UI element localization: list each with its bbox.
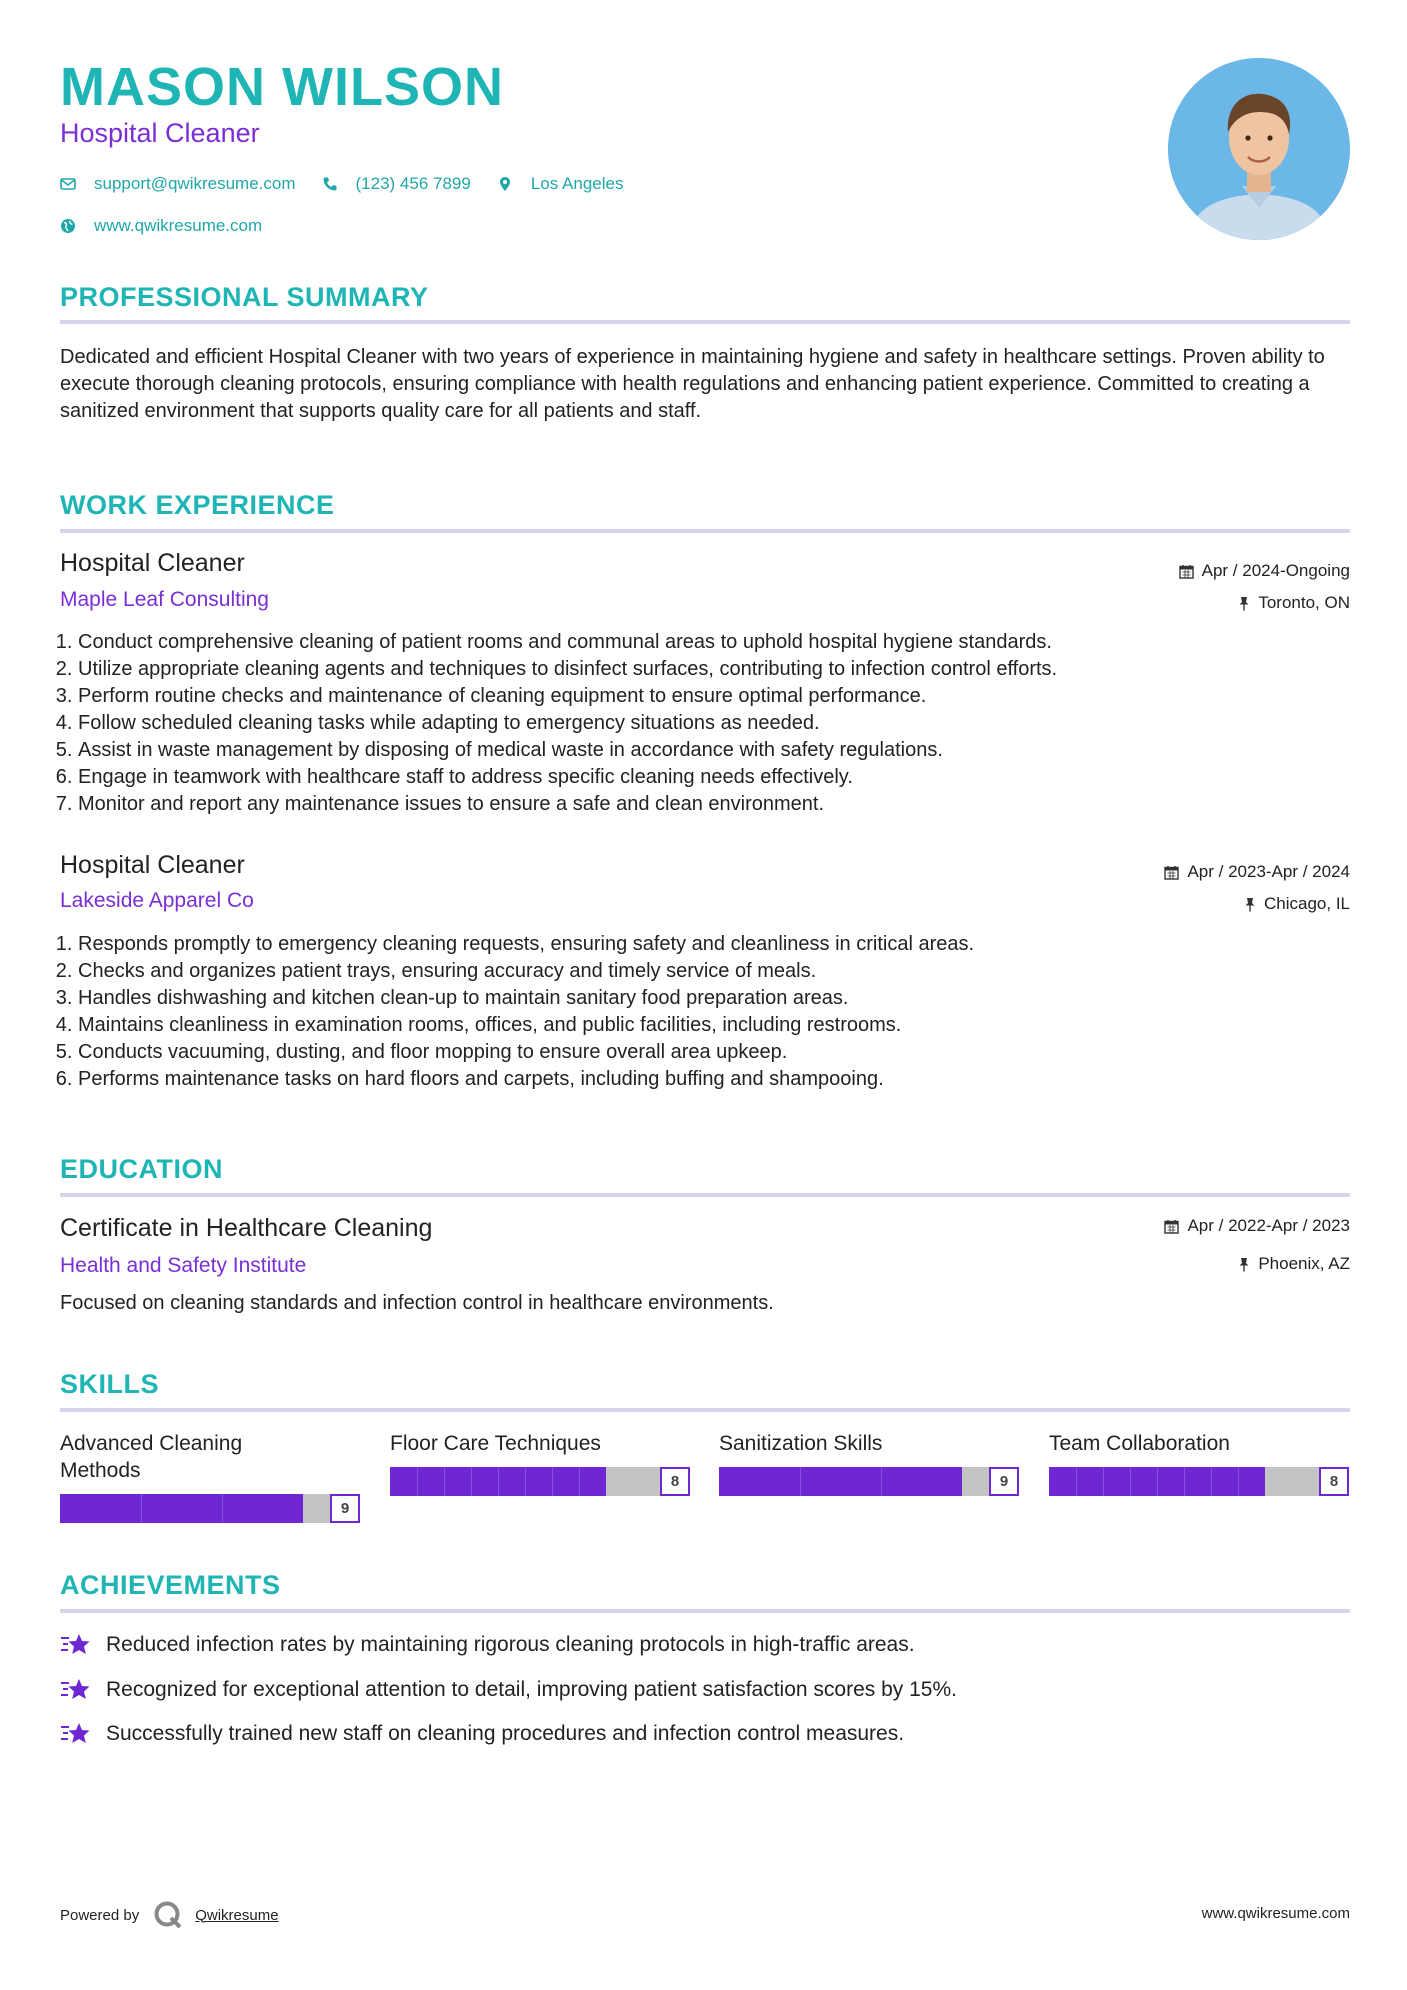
envelope-icon (60, 176, 76, 192)
email-contact[interactable] (60, 174, 296, 194)
section-divider (60, 1609, 1350, 1613)
skill-bar-segment (498, 1467, 499, 1496)
skill-bar-segment (881, 1467, 882, 1496)
skills-heading: SKILLS (60, 1369, 160, 1399)
skill-bar-segment (1157, 1467, 1158, 1496)
star-icon (60, 1677, 92, 1703)
job-location (1244, 894, 1350, 914)
duty-item: 5. Assist in waste management by disposing of medical waste in accordance with safety regulations. (78, 737, 1368, 764)
candidate-name: MASON WILSON (60, 57, 504, 117)
skill-bar-segment (1238, 1467, 1239, 1496)
education-school: Health and Safety Institute (60, 1254, 307, 1277)
summary-text: Dedicated and efficient Hospital Cleaner with two years of experience in maintaining hygiene and safety in healthcare settings. Proven ability to execute thorough cleaning protocols, ensuring compliance with health regulations and enhancing patient experience. Committed to creating a sanitized environment that supports quality care for all patients and staff. (60, 346, 1325, 422)
duty-item: 4. Maintains cleanliness in examination rooms, offices, and public facilities, including restrooms. (78, 1012, 1368, 1039)
pushpin-icon (1238, 596, 1250, 611)
skill-bar (390, 1467, 690, 1496)
education-description: Focused on cleaning standards and infection control in healthcare environments. (60, 1292, 774, 1314)
section-divider (60, 1408, 1350, 1412)
skill-bar-segment (417, 1467, 418, 1496)
skill-bar-segment (444, 1467, 445, 1496)
education-location (1238, 1254, 1350, 1274)
duty-item: 5. Conducts vacuuming, dusting, and floor mopping to ensure overall area upkeep. (78, 1039, 1368, 1066)
achievement-item (60, 1632, 915, 1658)
skill-item (390, 1430, 690, 1490)
phone-icon (322, 176, 338, 192)
skill-item (1049, 1430, 1349, 1490)
skill-bar (719, 1467, 1019, 1496)
footer-powered-by (60, 1900, 279, 1930)
skill-score: 9 (330, 1494, 360, 1523)
skill-name: Advanced Cleaning Methods (60, 1432, 243, 1482)
experience-heading: WORK EXPERIENCE (60, 490, 335, 520)
job-title: Hospital Cleaner (60, 549, 245, 577)
skill-bar-segment (222, 1494, 223, 1523)
qwikresume-link[interactable]: Qwikresume (195, 1906, 279, 1924)
star-icon (60, 1721, 92, 1747)
duty-item: 3. Handles dishwashing and kitchen clean-up to maintain sanitary food preparation areas. (78, 985, 1368, 1012)
skill-bar-segment (579, 1467, 580, 1496)
calendar-icon (1179, 564, 1194, 579)
job-title: Hospital Cleaner (60, 851, 245, 879)
pushpin-icon (1244, 897, 1256, 912)
section-divider (60, 320, 1350, 324)
skill-item (719, 1430, 1019, 1490)
skill-bar-segment (1130, 1467, 1131, 1496)
duty-item: 4. Follow scheduled cleaning tasks while adapting to emergency situations as needed. (78, 710, 1368, 737)
powered-by-label: Powered by (60, 1906, 140, 1924)
pushpin-icon (1238, 1257, 1250, 1272)
skill-bar-segment (525, 1467, 526, 1496)
achievements-heading: ACHIEVEMENTS (60, 1570, 281, 1600)
job-company: Lakeside Apparel Co (60, 889, 254, 912)
duty-item: 1. Responds promptly to emergency cleaning requests, ensuring safety and cleanliness in critical areas. (78, 931, 1368, 958)
achievement-text: Successfully trained new staff on cleaning procedures and infection control measures. (106, 1722, 905, 1745)
skill-bar (60, 1494, 360, 1523)
duty-item: 7. Monitor and report any maintenance issues to ensure a safe and clean environment. (78, 791, 1368, 818)
job-date-text: Apr / 2024-Ongoing (1201, 561, 1350, 580)
education-heading: EDUCATION (60, 1154, 223, 1184)
education-degree: Certificate in Healthcare Cleaning (60, 1214, 433, 1242)
skill-bar-segment (1184, 1467, 1185, 1496)
phone-text: (123) 456 7899 (355, 174, 471, 193)
globe-icon (60, 218, 76, 234)
job-location-text: Toronto, ON (1258, 593, 1350, 612)
star-icon (60, 1632, 92, 1658)
skill-bar-segment (141, 1494, 142, 1523)
duty-item: 3. Perform routine checks and maintenance of cleaning equipment to ensure optimal performance. (78, 683, 1368, 710)
achievement-item (60, 1677, 957, 1703)
footer-website[interactable]: www.qwikresume.com (1201, 1905, 1350, 1922)
education-date (1164, 1216, 1350, 1236)
achievement-text: Recognized for exceptional attention to detail, improving patient satisfaction scores by 15%. (106, 1678, 957, 1701)
website-row (60, 216, 288, 236)
skill-bar-fill (719, 1467, 962, 1496)
skill-bar-segment (552, 1467, 553, 1496)
skill-bar-segment (471, 1467, 472, 1496)
section-divider (60, 529, 1350, 533)
qwikresume-logo-icon (153, 1900, 183, 1930)
job-date (1179, 561, 1350, 581)
duty-item: 6. Engage in teamwork with healthcare staff to address specific cleaning needs effectively. (78, 764, 1368, 791)
skill-name: Floor Care Techniques (390, 1432, 601, 1455)
skill-bar (1049, 1467, 1349, 1496)
skill-bar-segment (1211, 1467, 1212, 1496)
skill-score: 8 (1319, 1467, 1349, 1496)
job-date (1164, 862, 1350, 882)
skill-bar-segment (800, 1467, 801, 1496)
skill-bar-segment (1076, 1467, 1077, 1496)
achievement-item (60, 1721, 904, 1747)
map-pin-icon (497, 176, 513, 192)
skill-name: Team Collaboration (1049, 1432, 1230, 1455)
skill-score: 9 (989, 1467, 1019, 1496)
email-text: support@qwikresume.com (94, 174, 296, 193)
duty-item: 2. Utilize appropriate cleaning agents and techniques to disinfect surfaces, contributing to infection control efforts. (78, 656, 1368, 683)
job-location-text: Chicago, IL (1264, 894, 1350, 913)
duty-item: 2. Checks and organizes patient trays, ensuring accuracy and timely service of meals. (78, 958, 1368, 985)
duty-item: 6. Performs maintenance tasks on hard floors and carpets, including buffing and shampooing. (78, 1066, 1368, 1093)
job-duties (60, 629, 1368, 818)
candidate-role: Hospital Cleaner (60, 118, 260, 148)
job-date-text: Apr / 2023-Apr / 2024 (1187, 862, 1350, 881)
education-location-text: Phoenix, AZ (1258, 1254, 1350, 1273)
calendar-icon (1164, 865, 1179, 880)
job-location (1238, 593, 1350, 613)
website-contact[interactable] (60, 216, 262, 236)
avatar (1168, 58, 1350, 240)
website-text: www.qwikresume.com (94, 216, 263, 235)
summary-heading: PROFESSIONAL SUMMARY (60, 282, 429, 312)
skill-name: Sanitization Skills (719, 1432, 883, 1455)
location-text: Los Angeles (530, 174, 624, 193)
achievement-text: Reduced infection rates by maintaining rigorous cleaning protocols in high-traffic areas. (106, 1633, 915, 1656)
job-duties (60, 931, 1368, 1093)
location-contact (497, 174, 624, 194)
duty-item: 1. Conduct comprehensive cleaning of patient rooms and communal areas to uphold hospital hygiene standards. (78, 629, 1368, 656)
section-divider (60, 1193, 1350, 1197)
education-date-text: Apr / 2022-Apr / 2023 (1187, 1216, 1350, 1235)
skill-bar-segment (1103, 1467, 1104, 1496)
job-company: Maple Leaf Consulting (60, 588, 269, 611)
skill-item (60, 1430, 360, 1517)
skill-bar-fill (60, 1494, 303, 1523)
contact-row (60, 174, 649, 194)
calendar-icon (1164, 1219, 1179, 1234)
phone-contact[interactable] (322, 174, 471, 194)
skill-score: 8 (660, 1467, 690, 1496)
